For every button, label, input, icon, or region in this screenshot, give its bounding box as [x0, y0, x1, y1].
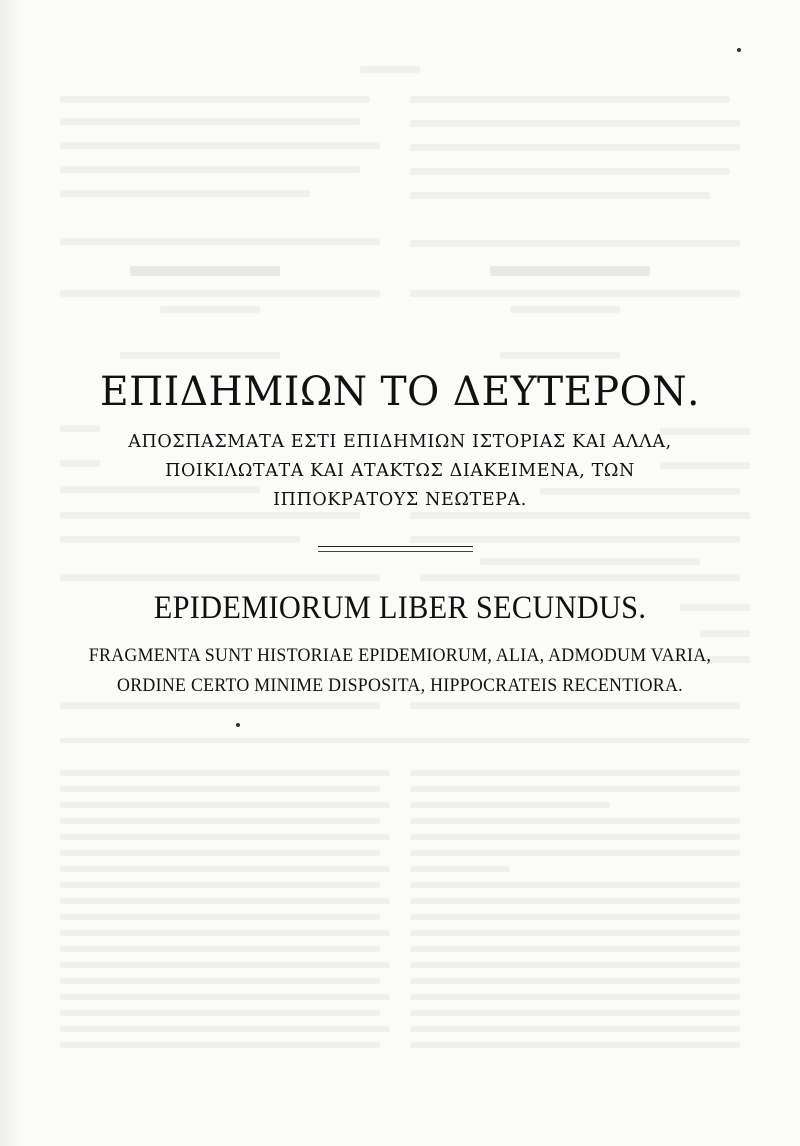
- bleed-through-text: [60, 818, 380, 824]
- bleed-through-text: [60, 536, 300, 543]
- bleed-through-text: [500, 352, 620, 359]
- bleed-through-text: [410, 192, 710, 199]
- bleed-through-text: [60, 914, 380, 920]
- bleed-through-text: [410, 1042, 740, 1048]
- latin-title: EPIDEMIORUM LIBER SECUNDUS.: [153, 590, 647, 626]
- bleed-through-text: [60, 166, 360, 173]
- bleed-through-text: [60, 142, 380, 149]
- bleed-through-text: [60, 834, 390, 840]
- bleed-through-text: [700, 630, 750, 637]
- bleed-through-text: [410, 866, 510, 872]
- bleed-through-text: [60, 946, 380, 952]
- bleed-through-text: [60, 850, 380, 856]
- bleed-through-text: [410, 834, 740, 840]
- bleed-through-text: [410, 914, 740, 920]
- greek-subtitle-line: ΠΟΙΚΙΛΩΤΑΤΑ ΚΑΙ ΑΤΑΚΤΩΣ ΔΙΑΚΕΙΜΕΝΑ, ΤΩΝ: [165, 461, 635, 481]
- bleed-through-text: [410, 930, 740, 936]
- bleed-through-text: [60, 702, 380, 709]
- bleed-through-text: [60, 930, 390, 936]
- bleed-through-text: [410, 120, 740, 127]
- bleed-through-text: [60, 238, 380, 245]
- bleed-through-text: [480, 558, 700, 565]
- bleed-through-text: [410, 850, 740, 856]
- bleed-through-text: [410, 770, 740, 776]
- ink-speck: [236, 723, 240, 727]
- bleed-through-text: [410, 96, 730, 103]
- bleed-through-text: [410, 962, 740, 968]
- bleed-through-text: [410, 946, 740, 952]
- bleed-through-text: [410, 1026, 740, 1032]
- latin-subtitle: [62, 641, 739, 701]
- bleed-through-text: [60, 802, 390, 808]
- greek-subtitle-line: ΙΠΠΟΚΡΑΤΟΥΣ ΝΕΩΤΕΡΑ.: [273, 490, 527, 510]
- bleed-through-text: [490, 266, 650, 276]
- bleed-through-text: [60, 978, 380, 984]
- bleed-through-text: [60, 962, 390, 968]
- bleed-through-text: [60, 1042, 380, 1048]
- bleed-through-text: [410, 994, 740, 1000]
- divider-rule: [318, 546, 473, 552]
- bleed-through-text: [60, 118, 360, 125]
- bleed-through-text: [60, 738, 750, 743]
- bleed-through-text: [410, 802, 610, 808]
- bleed-through-text: [130, 266, 280, 276]
- bleed-through-text: [410, 898, 740, 904]
- bleed-through-text: [60, 1010, 380, 1016]
- bleed-through-text: [410, 290, 740, 297]
- latin-subtitle-line: ORDINE CERTO MINIME DISPOSITA, HIPPOCRATEIS RECENTIORA.: [117, 675, 683, 696]
- latin-subtitle-line: FRAGMENTA SUNT HISTORIAE EPIDEMIORUM, ALIA, ADMODUM VARIA,: [88, 645, 712, 666]
- bleed-through-text: [510, 306, 620, 313]
- greek-subtitle: [40, 428, 760, 515]
- bleed-through-text: [410, 536, 740, 543]
- bleed-through-text: [60, 1026, 390, 1032]
- bleed-through-text: [410, 786, 740, 792]
- bleed-through-text: [410, 1010, 740, 1016]
- bleed-through-text: [60, 994, 390, 1000]
- bleed-through-text: [410, 702, 740, 709]
- bleed-through-text: [410, 978, 740, 984]
- ink-speck: [737, 48, 741, 52]
- greek-title: ΕΠΙΔΗΜΙΩΝ ΤΟ ΔΕΥΤΕΡΟΝ.: [99, 369, 701, 415]
- bleed-through-text: [420, 574, 740, 581]
- bleed-through-text: [360, 66, 420, 73]
- bleed-through-text: [60, 866, 390, 872]
- greek-subtitle-line: ΑΠΟΣΠΑΣΜΑΤΑ ΕΣΤΙ ΕΠΙΔΗΜΙΩΝ ΙΣΤΟΡΙΑΣ ΚΑΙ ΑΛΛΑ,: [128, 432, 672, 452]
- bleed-through-text: [410, 240, 740, 247]
- bleed-through-text: [410, 818, 740, 824]
- bleed-through-text: [60, 770, 390, 776]
- bleed-through-text: [120, 352, 280, 359]
- bleed-through-text: [60, 786, 380, 792]
- bleed-through-text: [160, 306, 260, 313]
- bleed-through-text: [410, 144, 740, 151]
- bleed-through-text: [410, 882, 740, 888]
- bleed-through-text: [60, 898, 390, 904]
- bleed-through-text: [60, 190, 310, 197]
- bleed-through-text: [60, 96, 370, 103]
- bleed-through-text: [60, 574, 380, 581]
- bleed-through-text: [60, 290, 380, 297]
- bleed-through-text: [410, 168, 730, 175]
- bleed-through-text: [60, 882, 380, 888]
